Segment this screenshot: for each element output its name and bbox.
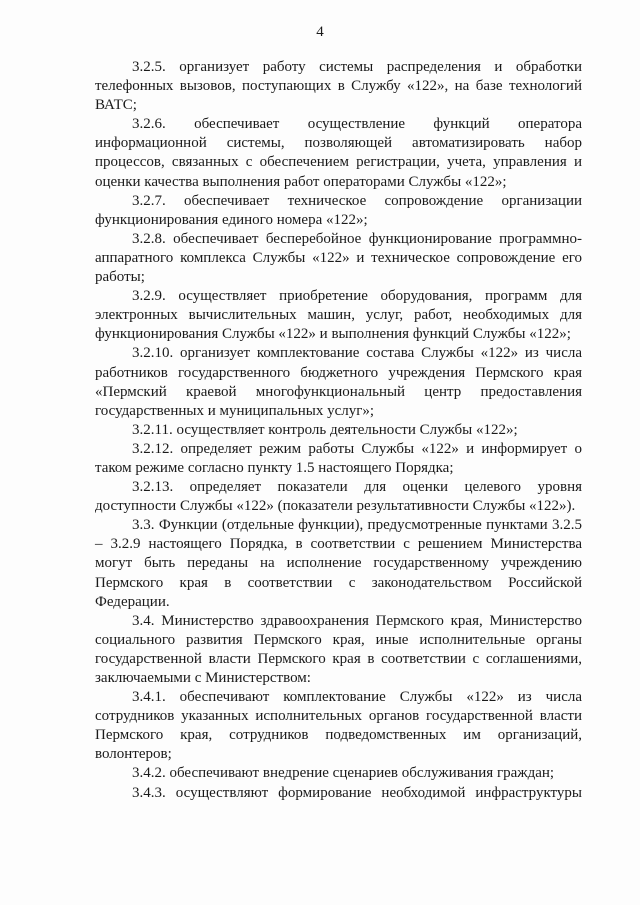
- paragraph-3-4-1: 3.4.1. обеспечивают комплектование Службы «122» из числа сотрудников указанных исполнительных органов государственной власти Пермского края, сотрудников подведомственных им организаций, волонтеров;: [95, 689, 582, 763]
- paragraph-3-3: 3.3. Функции (отдельные функции), предусмотренные пунктами 3.2.5 – 3.2.9 настоящего Порядка, в соответствии с решением Министерства могут быть переданы на исполнение государственному учреждению Пермского края в соответствии с законодательством Российской Федерации.: [95, 517, 582, 610]
- paragraph-3-2-9: 3.2.9. осуществляет приобретение оборудования, программ для электронных вычислительных машин, услуг, работ, необходимых для функционирования Службы «122» и выполнения функций Службы «122»;: [95, 288, 582, 343]
- paragraph-3-2-5: 3.2.5. организует работу системы распределения и обработки телефонных вызовов, поступающих в Службу «122», на базе технологий ВАТС;: [95, 59, 582, 114]
- paragraph-3-2-7: 3.2.7. обеспечивает техническое сопровождение организации функционирования единого номера «122»;: [95, 192, 582, 228]
- paragraph-3-2-11: 3.2.11. осуществляет контроль деятельности Службы «122»;: [132, 421, 518, 438]
- paragraph-3-4-2: 3.4.2. обеспечивают внедрение сценариев обслуживания граждан;: [132, 765, 555, 782]
- page-number: 4: [316, 24, 324, 40]
- paragraph-3-4: 3.4. Министерство здравоохранения Пермского края, Министерство социального развития Пермского края, иные исполнительные органы государственной власти Пермского края в соответствии с соглашениями, заключаемыми с Министерством:: [95, 612, 582, 686]
- paragraph-3-2-6: 3.2.6. обеспечивает осуществление функций оператора информационной системы, позволяющей автоматизировать набор процессов, связанных с обеспечением регистрации, учета, управления и оценки качества выполнения работ операторами Службы «122»;: [95, 116, 582, 190]
- paragraph-3-4-3: 3.4.3. осуществляют формирование необходимой инфраструктуры: [132, 784, 582, 801]
- paragraph-3-2-12: 3.2.12. определяет режим работы Службы «122» и информирует о таком режиме согласно пункту 1.5 настоящего Порядка;: [95, 440, 582, 476]
- paragraph-3-2-10: 3.2.10. организует комплектование состава Службы «122» из числа работников государственного бюджетного учреждения Пермского края «Пермский краевой многофункциональный центр предоставления государственных и муниципальных услуг»;: [95, 345, 582, 419]
- paragraph-3-2-13: 3.2.13. определяет показатели для оценки целевого уровня доступности Службы «122» (показатели результативности Службы «122»).: [95, 479, 582, 515]
- paragraph-3-2-8: 3.2.8. обеспечивает бесперебойное функционирование программно-аппаратного комплекса Службы «122» и техническое сопровождение его работы;: [95, 230, 582, 286]
- document-body: [95, 58, 582, 803]
